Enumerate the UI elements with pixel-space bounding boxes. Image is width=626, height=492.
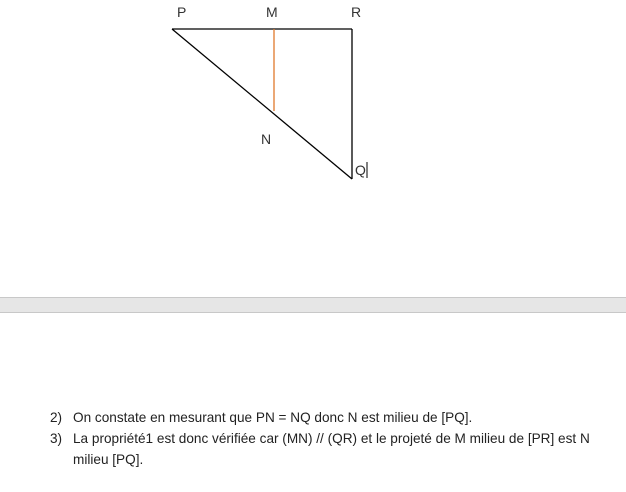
- label-n: N: [261, 131, 272, 147]
- segment-pq: [172, 29, 352, 179]
- numbered-list: [50, 407, 624, 470]
- list-text: La propriété1 est donc vérifiée car (MN) // (QR) et le projeté de M milieu de [PR] est N milieu [PQ].: [73, 431, 590, 467]
- label-r: R: [351, 4, 362, 20]
- label-q: Q: [355, 162, 366, 178]
- list-text: On constate en mesurant que PN = NQ donc N est milieu de [PQ].: [73, 410, 473, 425]
- label-p: P: [177, 4, 187, 20]
- page-separator: [0, 297, 626, 313]
- list-number: 3): [50, 431, 63, 446]
- list-item: [50, 428, 624, 470]
- list-number: 2): [50, 410, 63, 425]
- label-m: M: [266, 4, 278, 20]
- list-item: [50, 407, 624, 428]
